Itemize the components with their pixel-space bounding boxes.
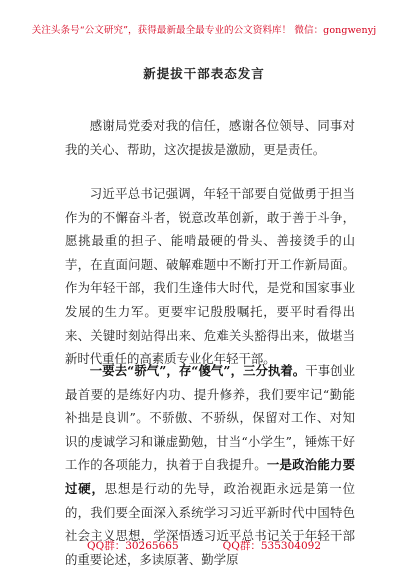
- paragraph-xi-quote: 习近平总书记强调，年轻干部要自觉做勇于担当作为的不懈奋斗者，锐意改革创新，敢于善于斗争，愿挑最重的担子、能啃最硬的骨头、善接烫手的山芋，在直面问题、破解难题中不断打开工作新局面。作为年轻干部，我们生逢伟大时代，是党和国家事业发展的生力军。更要牢记殷殷嘱托，要平时看得出来、关键时刻站得出来、危难关头豁得出来，做堪当新时代重任的高素质专业化年轻干部。: [65, 186, 355, 367]
- political-ability-text: 思想是行动的先导，政治视距永远是第一位的，我们要全面深入系统学习习近平新时代中国特色社会主义思想，学深悟透习近平总书记关于年轻干部的重要论述，多读原著、勤学原: [65, 480, 356, 567]
- qq-group-2: QQ群：535304092: [222, 540, 321, 552]
- header-promo-note: 关注头条号“公文研究”，获得最新最全最专业的公文资料库！ 微信：gongwenyj: [31, 25, 377, 36]
- qq-group-1: QQ群：30265665: [86, 540, 179, 552]
- document-title: 新提拔干部表态发言: [143, 66, 265, 81]
- point-one-text: 干事创业最首要的是练好内功、提升修养，我们要牢记“勤能补拙是良训”。不骄傲、不骄纵，保留对工作、对知识的虔诚学习和谦虚勤勉，甘当“小学生”，锤炼干好工作的各项能力，执着于自我提升。: [65, 363, 356, 473]
- point-one-heading: 一要去“骄气”，存“傻气”，三分执着。: [89, 363, 306, 378]
- footer-qq-groups: [0, 538, 408, 553]
- paragraph-thanks: 感谢局党委对我的信任，感谢各位领导、同事对我的关心、帮助，这次提拔是激励，更是责任。: [65, 118, 355, 157]
- political-ability-heading: 一是政治能力要过硬，: [65, 457, 356, 496]
